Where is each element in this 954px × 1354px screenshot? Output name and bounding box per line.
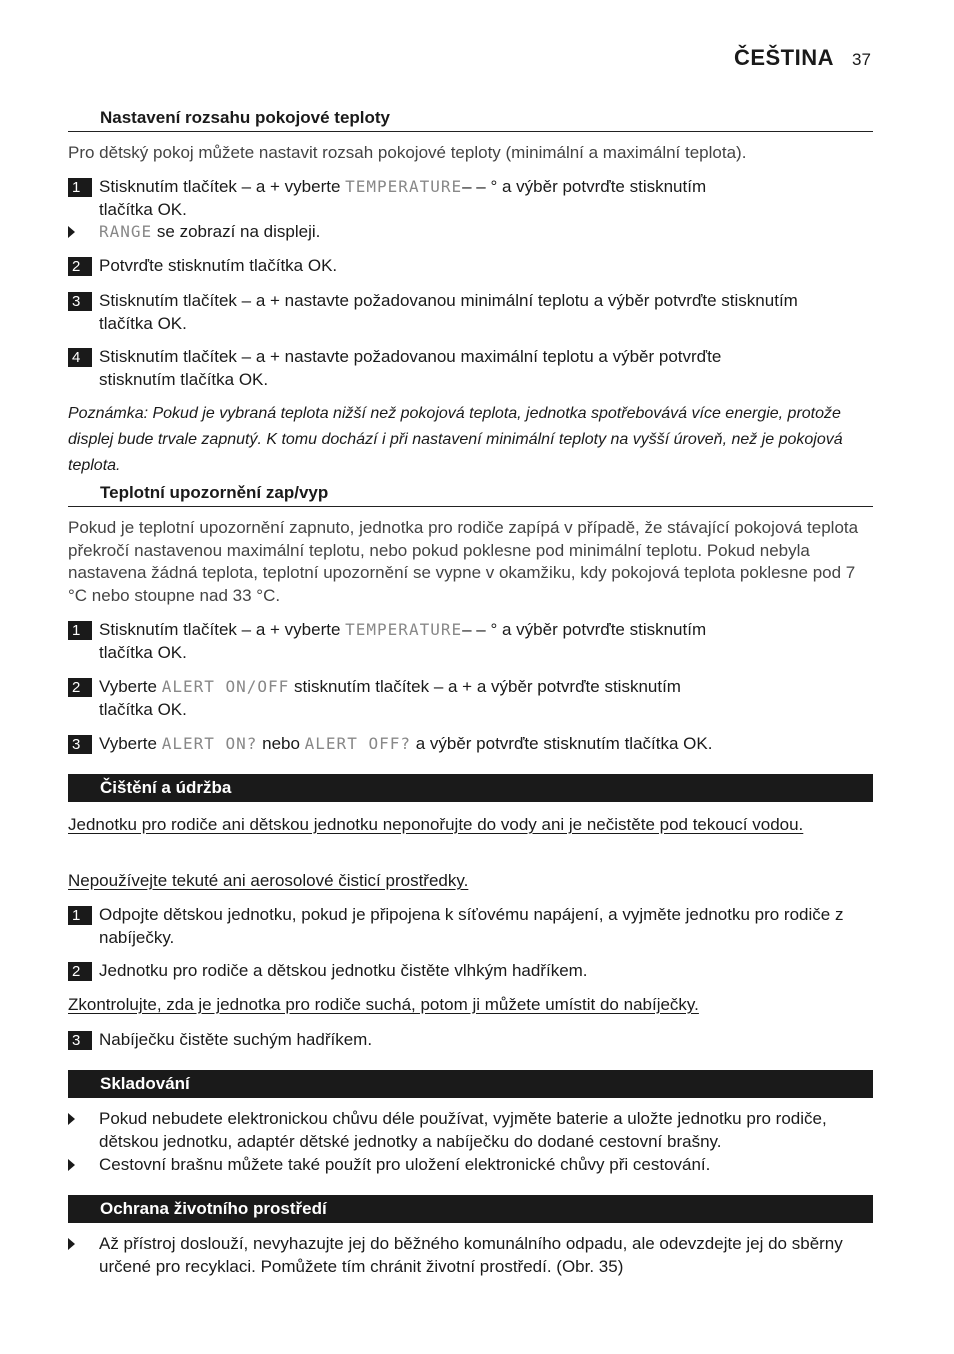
step-text: Nabíječku čistěte suchým hadříkem. bbox=[99, 1030, 373, 1049]
step-number: 1 bbox=[68, 178, 92, 197]
note-range: Poznámka: Pokud je vybraná teplota nižší než pokojová teplota, jednotka spotřebovává více energie, protože displej bude trvale zapnutý. K tomu dochází i při nastavení minimální teploty na vyšší úroveň, než je pokojová teplota. bbox=[68, 405, 843, 474]
step-text: Stisknutím tlačítek – a + vyberte TEMPERATURE– – ° a výběr potvrďte stisknutím tlačítka OK. bbox=[99, 620, 707, 662]
bullet-text: RANGE se zobrazí na displeji. bbox=[99, 222, 321, 241]
warning-water: Jednotku pro rodiče ani dětskou jednotku neponořujte do vody ani je nečistěte pod tekoucí vodou. bbox=[68, 815, 804, 834]
step-alert-3 bbox=[68, 733, 873, 756]
lcd-text: ALERT ON/OFF bbox=[161, 677, 290, 696]
step-text: Vyberte ALERT ON? nebo ALERT OFF? a výběr potvrďte stisknutím tlačítka OK. bbox=[99, 734, 713, 753]
lcd-text: ALERT OFF? bbox=[304, 734, 411, 753]
warning-aerosol: Nepoužívejte tekuté ani aerosolové čisticí prostředky. bbox=[68, 871, 469, 890]
bullet-text: Pokud nebudete elektronickou chůvu déle používat, vyjměte baterie a uložte jednotku pro rodiče, dětskou jednotku, adaptér dětské jednotky a nabíječku do dodané cestovní brašny. bbox=[99, 1109, 827, 1151]
step-text: Stisknutím tlačítek – a + nastavte požadovanou minimální teplotu a výběr potvrďte stisknutím tlačítka OK. bbox=[99, 291, 798, 333]
bullet-icon bbox=[68, 1238, 75, 1250]
step-clean-1 bbox=[68, 904, 873, 949]
step-number: 4 bbox=[68, 348, 92, 367]
bullet-icon bbox=[68, 1159, 75, 1171]
step-text: Jednotku pro rodiče a dětskou jednotku čistěte vlhkým hadříkem. bbox=[99, 961, 588, 980]
section-title-range: Nastavení rozsahu pokojové teploty bbox=[68, 108, 873, 132]
step-range-3 bbox=[68, 290, 873, 335]
step-clean-2 bbox=[68, 960, 873, 983]
lcd-text: TEMPERATURE bbox=[345, 177, 463, 196]
warning-dry: Zkontrolujte, zda je jednotka pro rodiče suchá, potom ji můžete umístit do nabíječky. bbox=[68, 995, 699, 1014]
step-number: 1 bbox=[68, 906, 92, 925]
step-number: 2 bbox=[68, 678, 92, 697]
section-title-alert: Teplotní upozornění zap/vyp bbox=[68, 483, 873, 507]
step-text: Potvrďte stisknutím tlačítka OK. bbox=[99, 256, 338, 275]
lcd-text: ALERT ON? bbox=[161, 734, 258, 753]
step-range-4 bbox=[68, 346, 873, 391]
bullet-storage-2 bbox=[68, 1154, 873, 1177]
step-alert-1 bbox=[68, 619, 873, 664]
step-clean-3 bbox=[68, 1029, 873, 1052]
section-title-cleaning: Čištění a údržba bbox=[68, 774, 873, 802]
bullet-storage-1 bbox=[68, 1108, 873, 1153]
step-number: 2 bbox=[68, 962, 92, 981]
lcd-text: RANGE bbox=[99, 222, 153, 241]
bullet-icon bbox=[68, 1113, 75, 1125]
page-number: 37 bbox=[852, 50, 871, 69]
step-text: Stisknutím tlačítek – a + vyberte TEMPERATURE– – ° a výběr potvrďte stisknutím tlačítka OK. bbox=[99, 177, 707, 219]
intro-alert: Pokud je teplotní upozornění zapnuto, jednotka pro rodiče zapípá v případě, že stávající pokojová teplota překročí nastavenou maximální teplotu, nebo pokud poklesne pod minimální teplotu. Pokud nebyla nastavena žádná teplota, teplotní upozornění se vypne v okamžiku, kdy pokojová teplota poklesne pod 7 °C nebo stoupne nad 33 °C. bbox=[68, 518, 859, 605]
bullet-environment-1 bbox=[68, 1233, 873, 1278]
step-range-1 bbox=[68, 176, 873, 221]
bullet-text: Až přístroj doslouží, nevyhazujte jej do běžného komunálního odpadu, ale odevzdejte jej do sběrny určené pro recyklaci. Pomůžete tím chránit životní prostředí. (Obr. 35) bbox=[99, 1234, 843, 1276]
step-number: 2 bbox=[68, 257, 92, 276]
bullet-range bbox=[68, 221, 873, 244]
bullet-text: Cestovní brašnu můžete také použít pro uložení elektronické chůvy při cestování. bbox=[99, 1155, 711, 1174]
step-text: Odpojte dětskou jednotku, pokud je připojena k síťovému napájení, a vyjměte jednotku pro rodiče z nabíječky. bbox=[99, 905, 844, 947]
lcd-text: TEMPERATURE bbox=[345, 620, 463, 639]
step-number: 1 bbox=[68, 621, 92, 640]
section-title-environment: Ochrana životního prostředí bbox=[68, 1195, 873, 1223]
step-text: Vyberte ALERT ON/OFF stisknutím tlačítek – a + a výběr potvrďte stisknutím tlačítka OK. bbox=[99, 677, 681, 719]
section-title-storage: Skladování bbox=[68, 1070, 873, 1098]
step-alert-2 bbox=[68, 676, 873, 721]
step-text: Stisknutím tlačítek – a + nastavte požadovanou maximální teplotu a výběr potvrďte stisknutím tlačítka OK. bbox=[99, 347, 722, 389]
bullet-icon bbox=[68, 226, 75, 238]
step-range-2 bbox=[68, 255, 873, 278]
step-number: 3 bbox=[68, 292, 92, 311]
step-number: 3 bbox=[68, 735, 92, 754]
language-heading: ČEŠTINA bbox=[733, 45, 834, 70]
intro-range: Pro dětský pokoj můžete nastavit rozsah pokojové teploty (minimální a maximální teplota). bbox=[68, 143, 747, 162]
step-number: 3 bbox=[68, 1031, 92, 1050]
